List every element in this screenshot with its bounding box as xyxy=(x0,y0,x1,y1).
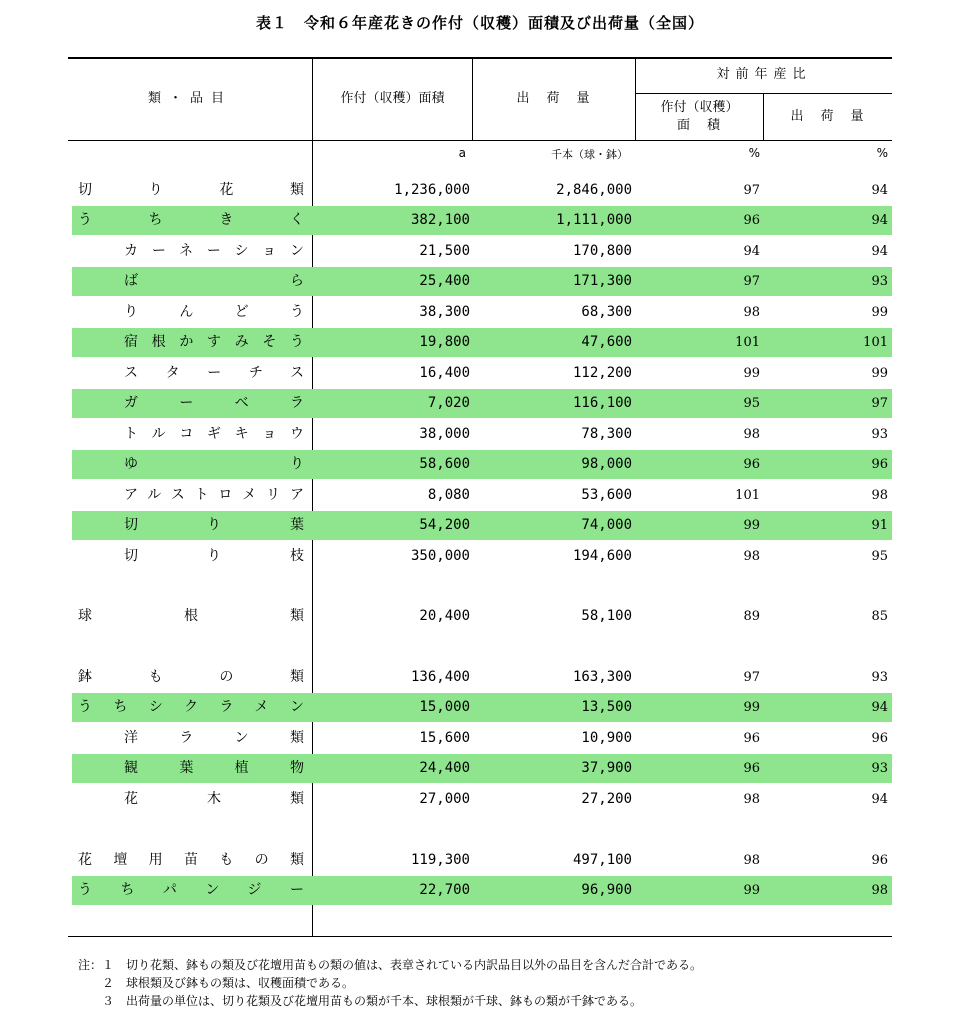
row-ratio-shipment-value: 95 xyxy=(871,549,888,564)
row-ratio-area-value: 99 xyxy=(743,518,760,533)
table-title: 表１ 令和６年産花きの作付（収穫）面積及び出荷量（全国） xyxy=(255,14,704,32)
row-ratio-area-value: 98 xyxy=(743,427,760,442)
row-item-name: 切り枝 xyxy=(124,548,304,564)
row-ratio-shipment-value: 93 xyxy=(871,427,888,442)
row-item-name: りんどう xyxy=(124,304,304,320)
table-row xyxy=(72,693,892,722)
row-area-value: 54,200 xyxy=(419,517,470,533)
unit-shipment: 千本（球・鉢） xyxy=(551,148,628,161)
table-row xyxy=(72,328,892,357)
row-ratio-shipment-value: 99 xyxy=(871,366,888,381)
table-row xyxy=(72,876,892,905)
row-ratio-shipment-value: 93 xyxy=(871,274,888,289)
table-row xyxy=(72,663,892,692)
row-area-value: 1,236,000 xyxy=(394,182,470,198)
row-ratio-shipment-value: 98 xyxy=(871,488,888,503)
row-area-value: 16,400 xyxy=(419,365,470,381)
row-item-name: トルコギキョウ xyxy=(124,426,304,442)
header-ratio: 対前年産比 xyxy=(716,67,812,82)
row-shipment-value: 47,600 xyxy=(581,334,632,350)
row-ratio-area-value: 89 xyxy=(743,609,760,624)
row-area-value: 382,100 xyxy=(410,212,470,228)
row-ratio-area-value: 99 xyxy=(743,883,760,898)
row-shipment-value: 68,300 xyxy=(581,304,632,320)
row-ratio-shipment-value: 93 xyxy=(871,670,888,685)
row-ratio-area-value: 95 xyxy=(743,396,760,411)
table-row xyxy=(72,602,892,631)
row-ratio-shipment-value: 94 xyxy=(871,183,888,198)
table-row xyxy=(72,846,892,875)
row-item-name: 宿根かすみそう xyxy=(124,334,304,350)
row-item-name: 球根類 xyxy=(78,608,304,624)
row-item-name: うちパンジー xyxy=(78,882,304,898)
row-ratio-shipment-value: 96 xyxy=(871,457,888,472)
table-row xyxy=(72,389,892,418)
row-ratio-area-value: 96 xyxy=(743,457,760,472)
row-ratio-shipment-value: 91 xyxy=(871,518,888,533)
row-item-name: 鉢もの類 xyxy=(78,669,304,685)
row-area-value: 22,700 xyxy=(419,882,470,898)
row-shipment-value: 13,500 xyxy=(581,699,632,715)
row-area-value: 15,000 xyxy=(419,699,470,715)
row-shipment-value: 163,300 xyxy=(572,669,632,685)
table-row xyxy=(72,359,892,388)
table-row xyxy=(72,450,892,479)
row-ratio-area-value: 98 xyxy=(743,853,760,868)
header-category: 類・品目 xyxy=(147,91,232,106)
row-ratio-area-value: 96 xyxy=(743,761,760,776)
row-shipment-value: 27,200 xyxy=(581,791,632,807)
row-ratio-area-value: 97 xyxy=(743,670,760,685)
table-row xyxy=(72,724,892,753)
row-area-value: 8,080 xyxy=(427,487,470,503)
row-ratio-area-value: 98 xyxy=(743,549,760,564)
notes xyxy=(78,956,702,1010)
row-ratio-shipment-value: 94 xyxy=(871,213,888,228)
row-area-value: 21,500 xyxy=(419,243,470,259)
table-row xyxy=(72,176,892,205)
row-shipment-value: 98,000 xyxy=(581,456,632,472)
row-item-name: ゆり xyxy=(124,456,304,472)
header-ratio-shipment: 出 荷 量 xyxy=(790,109,866,124)
row-item-name: カーネーション xyxy=(124,243,304,259)
header-area: 作付（収穫）面積 xyxy=(340,91,445,106)
row-ratio-area-value: 96 xyxy=(743,731,760,746)
row-ratio-shipment-value: 93 xyxy=(871,761,888,776)
row-area-value: 136,400 xyxy=(410,669,470,685)
table-row xyxy=(72,754,892,783)
row-shipment-value: 58,100 xyxy=(581,608,632,624)
row-item-name: 洋ラン類 xyxy=(124,730,304,746)
row-shipment-value: 53,600 xyxy=(581,487,632,503)
row-item-name: 観葉植物 xyxy=(124,760,304,776)
note-1: 注：１ 切り花類、鉢もの類及び花壇用苗もの類の値は、表章されている内訳品目以外の品目を含んだ合計である。 xyxy=(78,958,703,972)
row-shipment-value: 497,100 xyxy=(572,852,632,868)
row-ratio-area-value: 101 xyxy=(735,335,760,350)
row-ratio-shipment-value: 85 xyxy=(871,609,888,624)
row-ratio-shipment-value: 99 xyxy=(871,305,888,320)
row-area-value: 119,300 xyxy=(410,852,470,868)
row-shipment-value: 96,900 xyxy=(581,882,632,898)
table-row xyxy=(72,237,892,266)
row-ratio-area-value: 97 xyxy=(743,183,760,198)
row-ratio-shipment-value: 98 xyxy=(871,883,888,898)
row-item-name: スターチス xyxy=(124,365,304,381)
row-ratio-shipment-value: 94 xyxy=(871,244,888,259)
header-ratio-area-line1: 作付（収穫） xyxy=(660,100,739,115)
note-3: ３ 出荷量の単位は、切り花類及び花壇用苗もの類が千本、球根類が千球、鉢もの類が千鉢である。 xyxy=(78,994,643,1008)
row-area-value: 19,800 xyxy=(419,334,470,350)
row-shipment-value: 10,900 xyxy=(581,730,632,746)
row-ratio-area-value: 99 xyxy=(743,700,760,715)
note-2: ２ 球根類及び鉢もの類は、収穫面積である。 xyxy=(78,976,355,990)
row-item-name: 花壇用苗もの類 xyxy=(78,852,304,868)
row-shipment-value: 74,000 xyxy=(581,517,632,533)
row-ratio-area-value: 101 xyxy=(735,488,760,503)
row-item-name: 切り花類 xyxy=(78,182,304,198)
table-row xyxy=(72,267,892,296)
unit-ratio-area: % xyxy=(748,146,760,160)
row-area-value: 350,000 xyxy=(410,548,470,564)
row-ratio-shipment-value: 94 xyxy=(871,792,888,807)
row-shipment-value: 37,900 xyxy=(581,760,632,776)
row-item-name: ばら xyxy=(124,273,304,289)
row-ratio-shipment-value: 96 xyxy=(871,731,888,746)
row-ratio-area-value: 98 xyxy=(743,305,760,320)
row-shipment-value: 78,300 xyxy=(581,426,632,442)
unit-area: a xyxy=(458,146,466,160)
row-ratio-area-value: 99 xyxy=(743,366,760,381)
row-shipment-value: 2,846,000 xyxy=(556,182,632,198)
row-item-name: うちシクラメン xyxy=(78,699,304,715)
row-ratio-shipment-value: 97 xyxy=(871,396,888,411)
row-ratio-area-value: 96 xyxy=(743,213,760,228)
header-bottom-rule xyxy=(68,140,892,141)
row-area-value: 24,400 xyxy=(419,760,470,776)
row-item-name: ガーベラ xyxy=(124,395,304,411)
unit-ratio-shipment: % xyxy=(876,146,888,160)
row-ratio-shipment-value: 96 xyxy=(871,853,888,868)
row-item-name: アルストロメリア xyxy=(124,487,304,503)
row-area-value: 7,020 xyxy=(427,395,470,411)
row-area-value: 15,600 xyxy=(419,730,470,746)
row-ratio-area-value: 94 xyxy=(743,244,760,259)
row-area-value: 38,000 xyxy=(419,426,470,442)
row-area-value: 58,600 xyxy=(419,456,470,472)
row-item-name: うちきく xyxy=(78,212,304,228)
row-area-value: 20,400 xyxy=(419,608,470,624)
row-area-value: 27,000 xyxy=(419,791,470,807)
row-ratio-area-value: 98 xyxy=(743,792,760,807)
row-shipment-value: 116,100 xyxy=(572,395,632,411)
row-item-name: 花木類 xyxy=(124,791,304,807)
row-shipment-value: 1,111,000 xyxy=(556,212,632,228)
row-shipment-value: 112,200 xyxy=(572,365,632,381)
table-row xyxy=(72,511,892,540)
table-row xyxy=(72,542,892,571)
row-ratio-shipment-value: 94 xyxy=(871,700,888,715)
table-row xyxy=(72,298,892,327)
row-shipment-value: 194,600 xyxy=(572,548,632,564)
top-rule xyxy=(68,57,892,59)
row-ratio-shipment-value: 101 xyxy=(863,335,888,350)
header-ratio-area-line2: 面 積 xyxy=(676,118,722,133)
table-row xyxy=(72,206,892,235)
row-ratio-area-value: 97 xyxy=(743,274,760,289)
table-row xyxy=(72,481,892,510)
row-shipment-value: 171,300 xyxy=(572,273,632,289)
row-area-value: 38,300 xyxy=(419,304,470,320)
header-shipment: 出 荷 量 xyxy=(516,91,592,106)
row-item-name: 切り葉 xyxy=(124,517,304,533)
bottom-rule xyxy=(68,936,892,937)
table-row xyxy=(72,785,892,814)
table-row xyxy=(72,420,892,449)
row-area-value: 25,400 xyxy=(419,273,470,289)
row-shipment-value: 170,800 xyxy=(572,243,632,259)
